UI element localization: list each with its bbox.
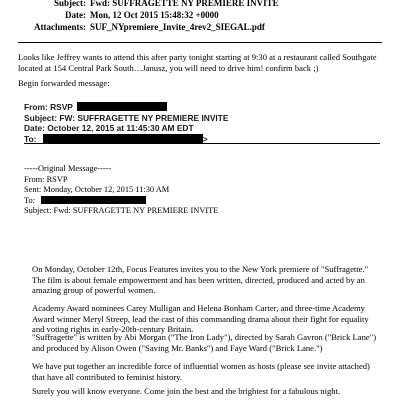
fwd-date-label: Date: (24, 123, 45, 133)
body-paragraph: "Suffragette" is written by Abi Morgan ("The Iron Lady"), directed by Sarah Gavron ("Brick Lane") and produced by Alison Owen ("Saving Mr. Banks") and Faye Ward ("Brick Lane.") (32, 332, 377, 353)
fwd-to-suffix: > (202, 133, 208, 144)
attachments-row (0, 21, 400, 33)
fwd-subject-row (24, 113, 384, 124)
forwarded-divider (24, 143, 380, 144)
header-divider (18, 42, 382, 43)
orig-to-row (24, 196, 384, 207)
subject-label: Subject: (54, 0, 86, 8)
orig-sent: Sent: Monday, October 12, 2015 11:30 AM (24, 185, 170, 194)
body-paragraph: On Monday, October 12th, Focus Features invites you to the New York premiere of "Suffragette." The film is about female empowerment and has been written, directed, produced and acted by an amazing group of powerful women. (32, 264, 369, 295)
date-value: Mon, 12 Oct 2015 15:48:32 +0000 (90, 10, 219, 20)
forwarded-label: Begin forwarded message: (18, 78, 110, 88)
forwarded-header (24, 102, 384, 144)
orig-subject: Subject: Fwd: SUFFRAGETTE NY PREMIERE INVITE (24, 206, 219, 215)
redaction-box (43, 134, 203, 143)
attachments-label: Attachments: (34, 22, 86, 32)
fwd-from-row (24, 102, 384, 113)
redaction-box (41, 196, 146, 204)
date-row (0, 9, 400, 21)
fwd-to-label: To: (24, 133, 37, 144)
subject-value: Fwd: SUFFRAGETTE NY PREMIERE INVITE (90, 0, 279, 8)
intro-message: Looks like Jeffrey wants to attend this after party tonight starting at 9:30 at a restaurant called Southgate located at 154 Central Park South…Janusz, you will need to drive him! confirm back ;) (18, 52, 377, 73)
fwd-date-value: October 12, 2015 at 11:45:30 AM EDT (47, 123, 194, 133)
original-message-header (24, 164, 384, 217)
date-label: Date: (65, 10, 86, 20)
redaction-box (77, 102, 167, 111)
attachment-link[interactable]: SUF_NYpremiere_Invite_4rev2_SIEGAL.pdf (90, 22, 265, 32)
orig-to: To: (24, 195, 36, 205)
orig-divider: -----Original Message----- (24, 164, 112, 173)
fwd-from-value: RSVP (50, 102, 73, 112)
subject-row (0, 0, 400, 9)
orig-from: From: RSVP (24, 174, 68, 184)
fwd-subject-label: Subject: (24, 112, 58, 123)
body-paragraph: Academy Award nominees Carey Mulligan and Helena Bonham Carter, and three-time Academy Award winner Meryl Streep, lead the cast of this commanding drama about their fight for equality and voting rights in early-20th-century Britain. (32, 303, 369, 334)
body-paragraph: Surely you will know everyone. Come join the best and the brightest for a fabulous night. (32, 386, 341, 396)
body-paragraph: We have put together an incredible force of influential women as hosts (please see invite attached) that have all contributed to feminist history. (32, 361, 370, 382)
fwd-subject-value: FW: SUFFRAGETTE NY PREMIERE INVITE (59, 112, 229, 123)
fwd-date-row (24, 123, 384, 134)
fwd-from-label: From: (24, 102, 48, 112)
